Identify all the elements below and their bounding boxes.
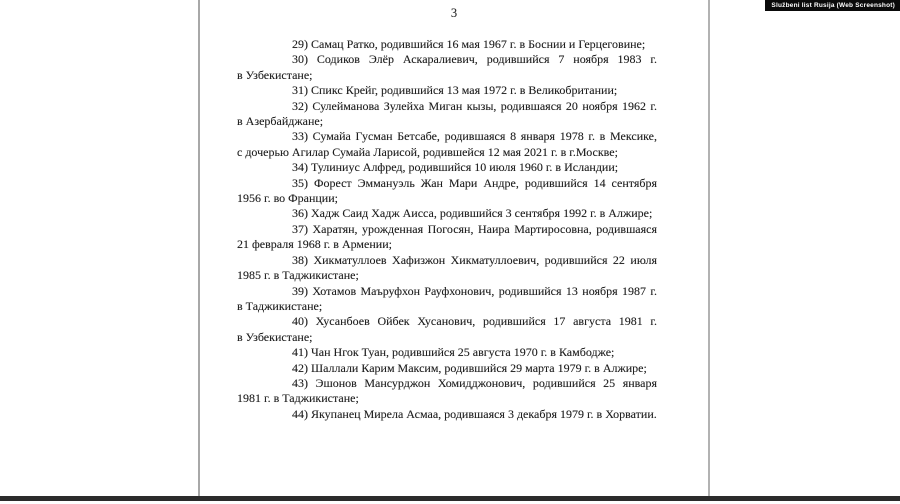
document-right-border <box>708 0 710 497</box>
list-entry-34: 34) Тулиниус Алфред, родившийся 10 июля 1960 г. в Исландии; <box>292 160 619 175</box>
list-entry-39: 39) Хотамов Маъруфхон Рауфхонович, родившийся 13 ноября 1987 г. в Таджикистане; <box>237 283 657 313</box>
list-entry-32: 32) Сулейманова Зулейха Миган кызы, родившаяся 20 ноября 1962 г. в Азербайджане; <box>237 98 657 129</box>
page-number: 3 <box>450 6 458 20</box>
list-entry-42: 42) Шаллали Карим Максим, родившийся 29 марта 1979 г. в Алжире; <box>292 360 647 375</box>
list-entry-33: 33) Сумайа Гусман Бетсабе, родившаяся 8 января 1978 г. в Мексике, с дочерью Агилар Сумайа Ларисой, родившейся 12 мая 2021 г. в г.Москве; <box>237 129 657 159</box>
list-entry-40: 40) Хусанбоев Ойбек Хусанович, родившийся 17 августа 1981 г. в Узбекистане; <box>237 314 657 344</box>
list-entry-29: 29) Самац Ратко, родившийся 16 мая 1967 г. в Боснии и Герцеговине; <box>292 37 646 51</box>
list-entry-31: 31) Спикс Крейг, родившийся 13 мая 1972 г. в Великобритании; <box>292 83 618 98</box>
sanctions-list-text <box>237 37 657 422</box>
source-watermark-badge: Službeni list Rusija (Web Screenshot) <box>765 0 900 11</box>
list-entry-44: 44) Якупанец Мирела Асмаа, родившаяся 3 декабря 1979 г. в Хорватии. <box>292 406 657 421</box>
list-entry-30: 30) Содиков Элёр Аскаралиевич, родившийся 7 ноября 1983 г. в Узбекистане; <box>237 52 657 82</box>
list-entry-43: 43) Эшонов Мансурджон Хомидджонович, родившийся 25 января 1981 г. в Таджикистане; <box>237 375 657 406</box>
bottom-divider-bar <box>0 496 900 501</box>
document-left-border <box>198 0 200 497</box>
list-entry-35: 35) Форест Эммануэль Жан Мари Андре, родившийся 14 сентября 1956 г. во Франции; <box>237 175 657 206</box>
list-entry-38: 38) Хикматуллоев Хафизжон Хикматуллоевич, родившийся 22 июля 1985 г. в Таджикистане; <box>237 252 657 283</box>
list-entry-41: 41) Чан Нгок Туан, родившийся 25 августа 1970 г. в Камбодже; <box>292 345 615 360</box>
list-entry-36: 36) Хадж Саид Хадж Аисса, родившийся 3 сентября 1992 г. в Алжире; <box>292 206 653 221</box>
list-entry-37: 37) Харатян, урожденная Погосян, Наира Мартиросовна, родившаяся 21 февраля 1968 г. в Армении; <box>237 221 657 252</box>
